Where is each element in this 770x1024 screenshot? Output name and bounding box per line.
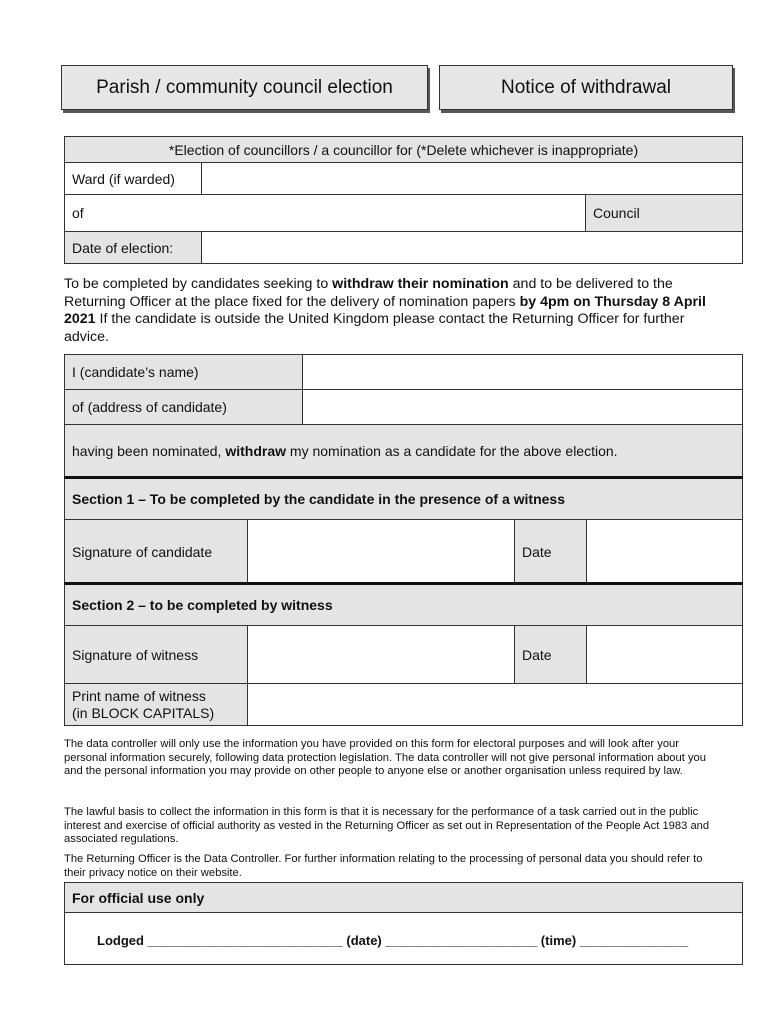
privacy-paragraph-2: The lawful basis to collect the information in this form is that it is necessary for the performance of a task carried out in the public interest and exercise of official authority as vested in the Returning Officer as set out in Representation of the People Act 1983 and associated regulations. [64, 806, 710, 845]
section2-date-label: Date [515, 626, 587, 684]
election-details-table [64, 136, 743, 264]
candidate-address-field[interactable] [303, 390, 743, 425]
section1-table [64, 476, 743, 584]
candidate-signature-label: Signature of candidate [65, 520, 248, 584]
official-use-title: For official use only [65, 883, 742, 913]
official-use-box [64, 882, 743, 965]
election-date-label: Date of election: [65, 232, 202, 264]
council-label: Council [586, 195, 743, 232]
print-name-line2: (in BLOCK CAPITALS) [72, 704, 215, 721]
instructions-paragraph [64, 276, 724, 346]
section1-title: Section 1 – To be completed by the candidate in the presence of a witness [65, 478, 743, 520]
section1-date-label: Date [515, 520, 587, 584]
witness-print-name-field[interactable] [248, 684, 743, 726]
witness-signature-field[interactable] [248, 626, 515, 684]
section2-date-field[interactable] [587, 626, 743, 684]
candidate-name-label: I (candidate’s name) [65, 355, 303, 390]
instructions-deadline: by 4pm on Thursday 8 April 2021 [64, 293, 706, 327]
election-date-field[interactable] [202, 232, 743, 264]
candidate-name-field[interactable] [303, 355, 743, 390]
statement-text-1: having been nominated, [72, 442, 226, 459]
witness-print-name-label [65, 684, 248, 726]
instructions-text-1: To be completed by candidates seeking to [64, 276, 333, 292]
section2-table [64, 582, 743, 726]
ward-field[interactable] [202, 163, 743, 195]
section2-title: Section 2 – to be completed by witness [65, 584, 743, 626]
notice-title-box [439, 65, 733, 110]
of-field[interactable] [65, 195, 586, 232]
privacy-paragraph-1: The data controller will only use the information you have provided on this form for electoral purposes and will look after your personal information securely, following data protection legislation. The data controller will not give personal information about you and the personal information you may provide on other people to anyone else or another organisation unless required by law. [64, 738, 706, 777]
statement-text-2: my nomination as a candidate for the above election. [286, 442, 618, 459]
candidate-table [64, 354, 743, 477]
form-title: Parish / community council election [96, 76, 393, 98]
ward-label: Ward (if warded) [65, 163, 202, 195]
instructions-bold-1: withdraw their nomination [332, 276, 509, 292]
instructions-text-2: and to be delivered to the Returning Officer at the place fixed for the delivery of nomination papers [64, 276, 673, 310]
section1-date-field[interactable] [587, 520, 743, 584]
form-title-box [61, 65, 428, 110]
notice-title: Notice of withdrawal [500, 76, 672, 98]
statement-bold: withdraw [225, 442, 287, 459]
candidate-address-label: of (address of candidate) [65, 390, 303, 425]
print-name-line1: Print name of witness [72, 687, 206, 704]
candidate-signature-field[interactable] [248, 520, 515, 584]
withdrawal-statement [65, 425, 743, 477]
witness-signature-label: Signature of witness [65, 626, 248, 684]
instructions-text-3: If the candidate is outside the United Kingdom please contact the Returning Officer for further advice. [64, 311, 685, 345]
of-label: of [72, 205, 84, 221]
election-header: *Election of councillors / a councillor for (*Delete whichever is inappropriate) [65, 137, 743, 163]
lodged-line: Lodged ___________________________ (date) _____________________ (time) _______________ [97, 933, 689, 948]
privacy-paragraph-3: The Returning Officer is the Data Controller. For further information relating to the processing of personal data you should refer to their privacy notice on their website. [64, 853, 703, 879]
